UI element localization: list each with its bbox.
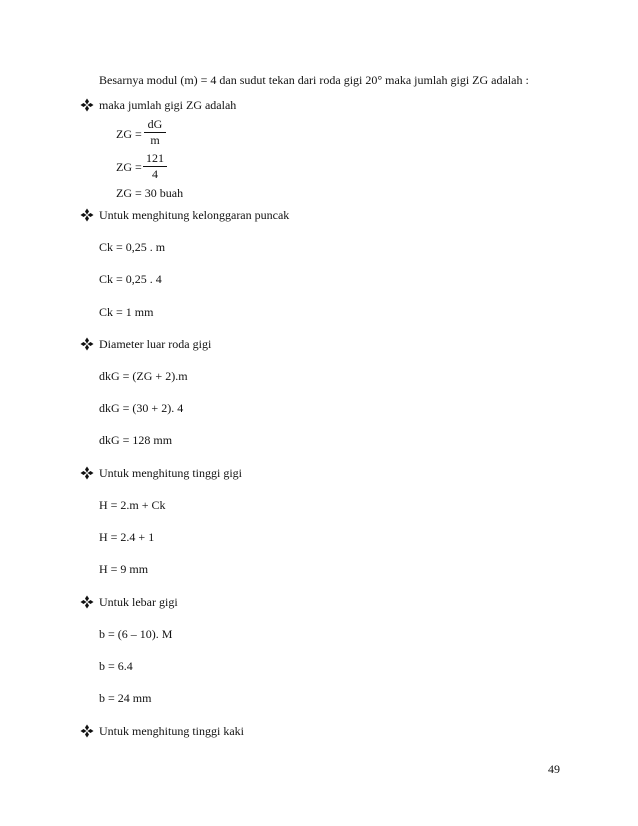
eq2-numerator: 121 bbox=[146, 151, 164, 165]
section-kaki-heading: Untuk menghitung tinggi kaki bbox=[99, 724, 244, 738]
diamond-bullet-icon bbox=[80, 337, 94, 351]
eq3-result: ZG = 30 buah bbox=[116, 186, 184, 200]
section-dkg-heading: Diameter luar roda gigi bbox=[99, 337, 212, 351]
ck-line-3: Ck = 1 mm bbox=[99, 305, 154, 319]
eq2-denominator: 4 bbox=[152, 167, 158, 181]
dkg-line-3: dkG = 128 mm bbox=[99, 433, 173, 447]
dkg-line-1: dkG = (ZG + 2).m bbox=[99, 369, 188, 383]
section-zg-heading: maka jumlah gigi ZG adalah bbox=[99, 98, 237, 112]
diamond-bullet-icon bbox=[80, 466, 94, 480]
h-line-1: H = 2.m + Ck bbox=[99, 498, 166, 512]
b-line-1: b = (6 – 10). M bbox=[99, 627, 173, 641]
b-line-3: b = 24 mm bbox=[99, 691, 152, 705]
eq1-numerator: dG bbox=[147, 117, 163, 131]
eq1-fraction bbox=[144, 118, 166, 147]
eq1-lhs: ZG = bbox=[116, 127, 142, 141]
page-number: 49 bbox=[548, 762, 560, 776]
h-line-3: H = 9 mm bbox=[99, 562, 149, 576]
diamond-bullet-icon bbox=[80, 208, 94, 222]
section-b-heading: Untuk lebar gigi bbox=[99, 595, 178, 609]
diamond-bullet-icon bbox=[80, 98, 94, 112]
diamond-bullet-icon bbox=[80, 595, 94, 609]
ck-line-1: Ck = 0,25 . m bbox=[99, 240, 166, 254]
ck-line-2: Ck = 0,25 . 4 bbox=[99, 272, 162, 286]
h-line-2: H = 2.4 + 1 bbox=[99, 530, 155, 544]
eq2-fraction bbox=[143, 152, 167, 181]
eq2-lhs: ZG = bbox=[116, 160, 142, 174]
section-ck-heading: Untuk menghitung kelonggaran puncak bbox=[99, 208, 290, 222]
b-line-2: b = 6.4 bbox=[99, 659, 133, 673]
dkg-line-2: dkG = (30 + 2). 4 bbox=[99, 401, 184, 415]
section-h-heading: Untuk menghitung tinggi gigi bbox=[99, 466, 242, 480]
diamond-bullet-icon bbox=[80, 724, 94, 738]
intro-text: Besarnya modul (m) = 4 dan sudut tekan dari roda gigi 20° maka jumlah gigi ZG adalah : bbox=[99, 73, 529, 87]
eq1-denominator: m bbox=[150, 133, 160, 147]
